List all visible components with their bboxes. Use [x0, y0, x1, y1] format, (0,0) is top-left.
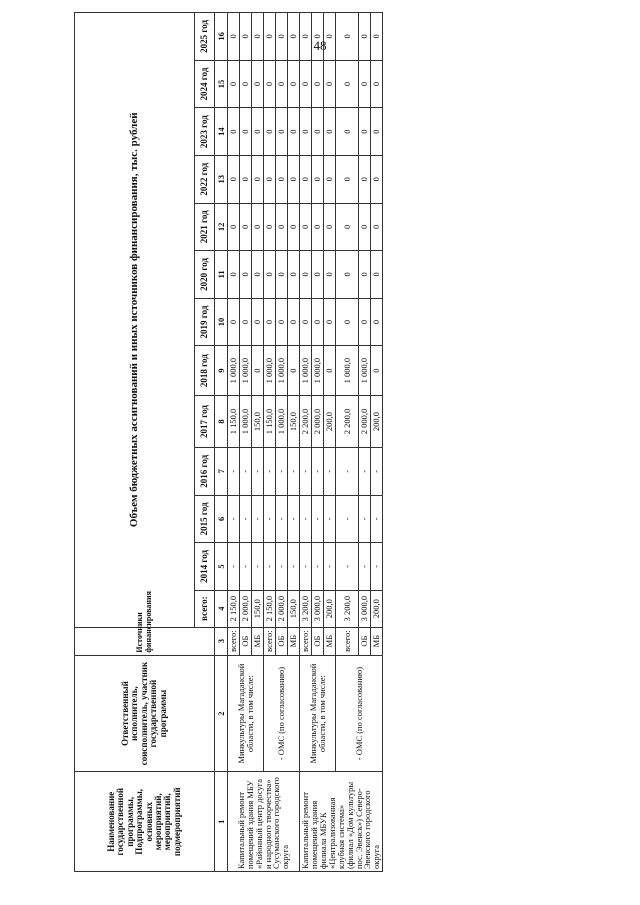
- funding-year-value: 0: [240, 203, 252, 251]
- funding-year-value: -: [252, 495, 264, 543]
- header-year: 2025 год: [195, 13, 215, 61]
- funding-year-value: -: [264, 495, 276, 543]
- funding-year-value: -: [252, 543, 264, 591]
- column-number: 2: [215, 655, 228, 772]
- executor-main: Минкультуры Магаданской области, в том числе:: [228, 655, 264, 772]
- header-year: 2020 год: [195, 251, 215, 299]
- funding-source: всего:: [228, 627, 240, 655]
- funding-source: МБ: [324, 627, 336, 655]
- funding-year-value: 0: [252, 13, 264, 61]
- column-number: 13: [215, 155, 228, 203]
- funding-year-value: -: [324, 543, 336, 591]
- funding-source: ОБ: [276, 627, 288, 655]
- funding-year-value: 0: [300, 203, 312, 251]
- funding-year-value: 0: [324, 346, 336, 396]
- funding-year-value: 0: [359, 155, 371, 203]
- funding-year-value: 0: [336, 13, 359, 61]
- funding-year-value: -: [359, 447, 371, 495]
- header-year: 2022 год: [195, 155, 215, 203]
- funding-year-value: -: [228, 447, 240, 495]
- funding-year-value: 1 000,0: [336, 346, 359, 396]
- funding-year-value: 0: [336, 60, 359, 108]
- table-row: [228, 13, 240, 872]
- column-number: 10: [215, 298, 228, 346]
- header-year: 2019 год: [195, 298, 215, 346]
- funding-year-value: 2 200,0: [300, 396, 312, 448]
- funding-year-value: 0: [359, 13, 371, 61]
- column-number: 8: [215, 396, 228, 448]
- funding-year-value: 1 000,0: [240, 346, 252, 396]
- funding-year-value: 0: [228, 251, 240, 299]
- funding-year-value: 0: [324, 298, 336, 346]
- page-number: 48: [313, 38, 327, 53]
- funding-year-value: 0: [264, 13, 276, 61]
- funding-year-value: 0: [336, 251, 359, 299]
- funding-year-value: 0: [252, 60, 264, 108]
- funding-year-value: -: [336, 495, 359, 543]
- funding-year-value: 1 150,0: [264, 396, 276, 448]
- funding-year-value: 1 000,0: [228, 346, 240, 396]
- funding-year-value: 0: [336, 155, 359, 203]
- funding-year-value: -: [228, 543, 240, 591]
- funding-total: 3 000,0: [312, 590, 324, 627]
- column-number-row: [215, 13, 228, 872]
- funding-source: МБ: [371, 627, 383, 655]
- funding-year-value: 0: [359, 298, 371, 346]
- funding-year-value: 0: [312, 251, 324, 299]
- funding-year-value: 0: [228, 155, 240, 203]
- funding-year-value: 0: [276, 203, 288, 251]
- funding-year-value: 1 150,0: [228, 396, 240, 448]
- funding-year-value: 0: [371, 203, 383, 251]
- funding-year-value: 0: [276, 108, 288, 156]
- funding-year-value: 2 000,0: [359, 396, 371, 448]
- header-year: 2014 год: [195, 543, 215, 591]
- funding-year-value: 0: [371, 251, 383, 299]
- funding-year-value: 0: [252, 251, 264, 299]
- funding-year-value: 1 000,0: [264, 346, 276, 396]
- funding-year-value: 0: [300, 251, 312, 299]
- funding-year-value: 0: [359, 60, 371, 108]
- funding-year-value: 0: [240, 155, 252, 203]
- funding-year-value: -: [371, 495, 383, 543]
- funding-year-value: 0: [336, 298, 359, 346]
- funding-year-value: 1 000,0: [276, 346, 288, 396]
- funding-year-value: -: [300, 495, 312, 543]
- funding-total: 200,0: [371, 590, 383, 627]
- funding-year-value: 0: [371, 346, 383, 396]
- column-number: 15: [215, 60, 228, 108]
- funding-year-value: -: [276, 543, 288, 591]
- funding-year-value: 0: [359, 108, 371, 156]
- column-number: 1: [215, 772, 228, 872]
- funding-year-value: 0: [240, 298, 252, 346]
- funding-year-value: -: [371, 447, 383, 495]
- funding-year-value: 2 200,0: [336, 396, 359, 448]
- column-number: 14: [215, 108, 228, 156]
- funding-total: 3 000,0: [359, 590, 371, 627]
- funding-year-value: 150,0: [252, 396, 264, 448]
- funding-year-value: 0: [336, 203, 359, 251]
- executor-main: Минкультуры Магаданской области, в том числе:: [300, 655, 336, 772]
- funding-year-value: 0: [276, 155, 288, 203]
- funding-source: МБ: [288, 627, 300, 655]
- header-year: 2023 год: [195, 108, 215, 156]
- funding-year-value: 200,0: [324, 396, 336, 448]
- funding-year-value: -: [312, 447, 324, 495]
- funding-year-value: -: [288, 447, 300, 495]
- funding-year-value: 0: [371, 108, 383, 156]
- funding-year-value: 0: [288, 155, 300, 203]
- funding-year-value: 0: [312, 13, 324, 61]
- funding-year-value: 1 000,0: [359, 346, 371, 396]
- executor-sub: - ОМС (по согласованию): [336, 655, 383, 772]
- funding-year-value: 0: [312, 298, 324, 346]
- funding-year-value: 1 000,0: [300, 346, 312, 396]
- funding-year-value: 0: [371, 60, 383, 108]
- funding-year-value: 2 000,0: [312, 396, 324, 448]
- funding-year-value: 0: [252, 155, 264, 203]
- column-number: 12: [215, 203, 228, 251]
- column-number: 5: [215, 543, 228, 591]
- header-total: всего:: [195, 590, 215, 627]
- header-year: 2015 год: [195, 495, 215, 543]
- funding-year-value: 0: [264, 203, 276, 251]
- funding-year-value: 0: [359, 251, 371, 299]
- funding-total: 2 150,0: [228, 590, 240, 627]
- funding-year-value: 0: [371, 298, 383, 346]
- column-number: 4: [215, 590, 228, 627]
- funding-total: 2 000,0: [276, 590, 288, 627]
- funding-year-value: 0: [288, 298, 300, 346]
- funding-total: 3 200,0: [300, 590, 312, 627]
- funding-year-value: 0: [371, 155, 383, 203]
- funding-year-value: -: [240, 543, 252, 591]
- funding-year-value: 0: [240, 108, 252, 156]
- funding-year-value: 0: [288, 108, 300, 156]
- funding-year-value: 0: [228, 298, 240, 346]
- funding-year-value: -: [312, 495, 324, 543]
- table-body: [228, 13, 383, 872]
- funding-table: [74, 12, 383, 872]
- funding-year-value: 0: [240, 13, 252, 61]
- funding-year-value: -: [371, 543, 383, 591]
- funding-year-value: -: [264, 447, 276, 495]
- funding-year-value: -: [324, 447, 336, 495]
- funding-year-value: 0: [300, 13, 312, 61]
- table-row: [300, 13, 312, 872]
- funding-year-value: -: [228, 495, 240, 543]
- funding-year-value: 0: [240, 251, 252, 299]
- funding-year-value: 200,0: [371, 396, 383, 448]
- funding-year-value: 1 000,0: [312, 346, 324, 396]
- funding-year-value: -: [240, 495, 252, 543]
- header-year: 2018 год: [195, 346, 215, 396]
- funding-year-value: 0: [312, 108, 324, 156]
- measure-name: Капитальный ремонт помещений здания филиала МБУК «Централизованная клубная система» (филиал «Дом культуры пос. Эвенск») Северо-Эвенского городского округа: [300, 772, 383, 872]
- funding-year-value: -: [264, 543, 276, 591]
- funding-year-value: 0: [252, 203, 264, 251]
- funding-total: 2 150,0: [264, 590, 276, 627]
- funding-year-value: 0: [312, 155, 324, 203]
- funding-source: МБ: [252, 627, 264, 655]
- column-number: 16: [215, 13, 228, 61]
- funding-year-value: 0: [264, 60, 276, 108]
- funding-year-value: 0: [228, 60, 240, 108]
- funding-year-value: 0: [324, 108, 336, 156]
- funding-year-value: 1 000,0: [240, 396, 252, 448]
- table-row: [336, 13, 359, 872]
- funding-year-value: 0: [264, 155, 276, 203]
- funding-year-value: -: [359, 543, 371, 591]
- funding-total: 150,0: [252, 590, 264, 627]
- funding-year-value: -: [300, 447, 312, 495]
- funding-year-value: 0: [300, 108, 312, 156]
- funding-year-value: 0: [300, 298, 312, 346]
- funding-year-value: -: [336, 447, 359, 495]
- funding-year-value: 0: [276, 298, 288, 346]
- funding-year-value: -: [288, 543, 300, 591]
- header-col-executor: Ответственный исполнитель, соисполнитель, участник государственной программы: [75, 655, 215, 772]
- funding-year-value: 0: [228, 203, 240, 251]
- funding-year-value: -: [312, 543, 324, 591]
- funding-year-value: -: [276, 495, 288, 543]
- funding-year-value: 0: [240, 60, 252, 108]
- funding-year-value: 150,0: [288, 396, 300, 448]
- funding-year-value: 0: [288, 13, 300, 61]
- funding-year-value: -: [252, 447, 264, 495]
- funding-year-value: 0: [228, 13, 240, 61]
- funding-year-value: 0: [264, 298, 276, 346]
- funding-source: ОБ: [312, 627, 324, 655]
- header-col-source: Источники финансирования: [75, 627, 215, 655]
- column-number: 3: [215, 627, 228, 655]
- funding-year-value: 0: [252, 298, 264, 346]
- header-year: 2017 год: [195, 396, 215, 448]
- funding-year-value: 0: [288, 346, 300, 396]
- column-number: 7: [215, 447, 228, 495]
- column-number: 11: [215, 251, 228, 299]
- funding-year-value: 0: [371, 13, 383, 61]
- funding-year-value: 0: [324, 60, 336, 108]
- funding-year-value: 0: [324, 251, 336, 299]
- header-col-name: Наименование государственной программы, Подпрограммы, основных мероприятий, мероприятий, подмероприятий: [75, 772, 215, 872]
- funding-year-value: 0: [300, 60, 312, 108]
- funding-year-value: 0: [264, 108, 276, 156]
- measure-name: Капитальный ремонт помещений здания МБУ «Районный центр досуга и народного творчества» Сусуманского городского округа: [228, 772, 300, 872]
- funding-source: всего:: [264, 627, 276, 655]
- funding-year-value: 0: [359, 203, 371, 251]
- funding-year-value: 1 000,0: [276, 396, 288, 448]
- funding-total: 2 000,0: [240, 590, 252, 627]
- funding-source: всего:: [336, 627, 359, 655]
- funding-year-value: -: [288, 495, 300, 543]
- funding-year-value: 0: [228, 108, 240, 156]
- funding-total: 3 200,0: [336, 590, 359, 627]
- funding-year-value: 0: [300, 155, 312, 203]
- funding-year-value: 0: [324, 203, 336, 251]
- header-year: 2016 год: [195, 447, 215, 495]
- funding-year-value: -: [240, 447, 252, 495]
- funding-total: 200,0: [324, 590, 336, 627]
- funding-year-value: 0: [276, 60, 288, 108]
- table-row: [264, 13, 276, 872]
- funding-source: ОБ: [240, 627, 252, 655]
- executor-sub: - ОМС (по согласованию): [264, 655, 300, 772]
- column-number: 9: [215, 346, 228, 396]
- funding-year-value: 0: [288, 60, 300, 108]
- funding-source: ОБ: [359, 627, 371, 655]
- funding-year-value: 0: [252, 346, 264, 396]
- column-number: 6: [215, 495, 228, 543]
- funding-year-value: 0: [252, 108, 264, 156]
- funding-year-value: 0: [312, 60, 324, 108]
- funding-year-value: 0: [276, 251, 288, 299]
- funding-year-value: -: [300, 543, 312, 591]
- funding-year-value: 0: [336, 108, 359, 156]
- header-year: 2024 год: [195, 60, 215, 108]
- funding-source: всего:: [300, 627, 312, 655]
- funding-year-value: -: [336, 543, 359, 591]
- header-year: 2021 год: [195, 203, 215, 251]
- funding-year-value: 0: [276, 13, 288, 61]
- funding-year-value: -: [324, 495, 336, 543]
- funding-year-value: -: [359, 495, 371, 543]
- funding-year-value: 0: [288, 203, 300, 251]
- rotated-table-wrapper: [74, 12, 564, 872]
- funding-year-value: 0: [324, 155, 336, 203]
- funding-year-value: 0: [264, 251, 276, 299]
- funding-year-value: 0: [324, 13, 336, 61]
- header-funding-title: Объем бюджетных ассигнований и иных источников финансирования, тыс. рублей: [75, 13, 195, 628]
- funding-year-value: -: [276, 447, 288, 495]
- funding-year-value: 0: [312, 203, 324, 251]
- funding-year-value: 0: [288, 251, 300, 299]
- funding-total: 150,0: [288, 590, 300, 627]
